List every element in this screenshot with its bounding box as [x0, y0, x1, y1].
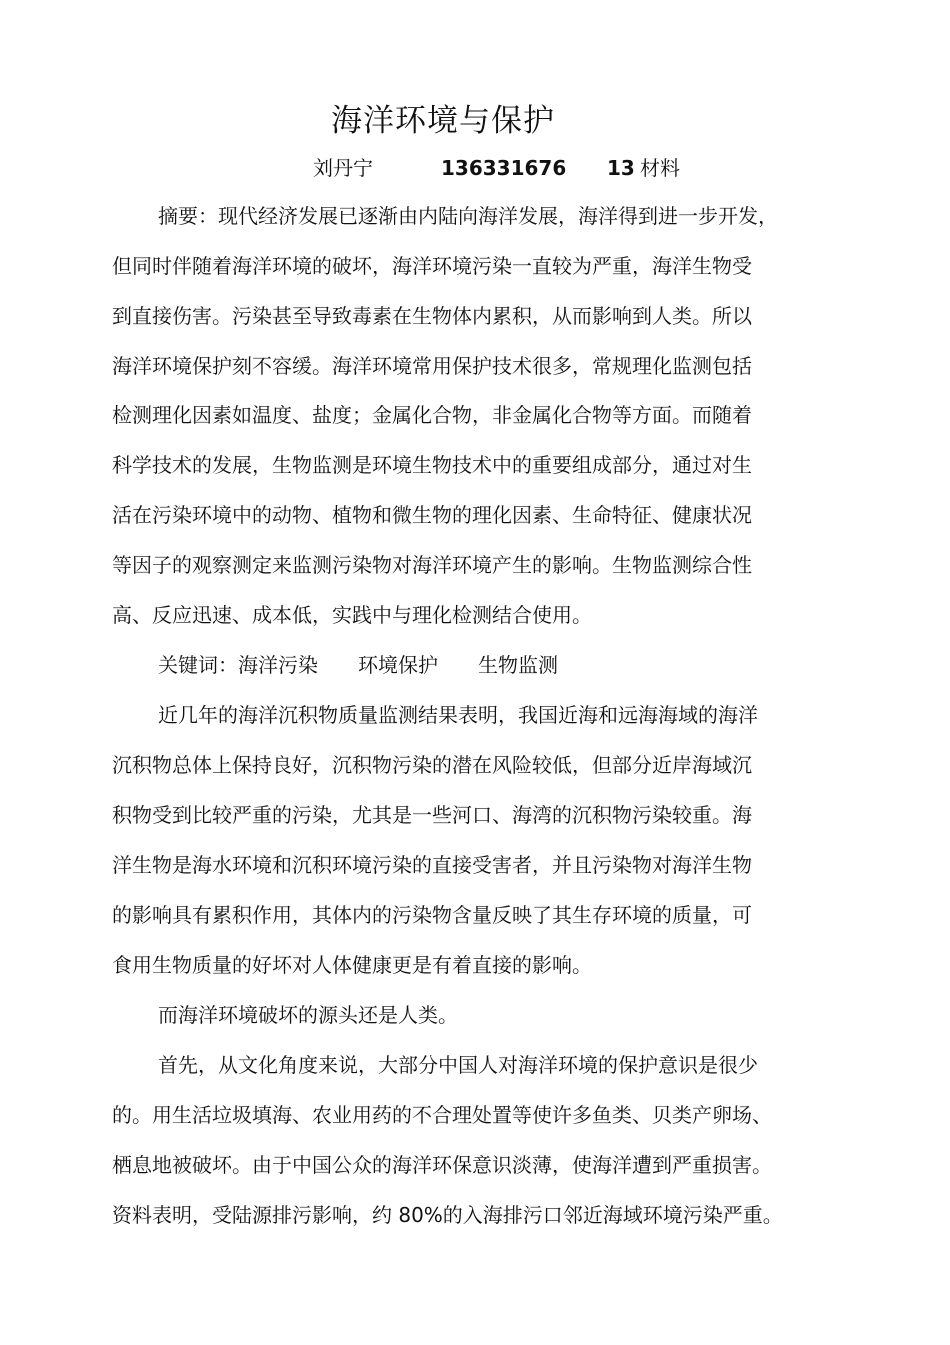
student-id: 136331676: [441, 156, 567, 180]
body-line: 洋生物是海水环境和沉积环境污染的直接受害者，并且污染物对海洋生物: [112, 853, 752, 877]
abstract-line: 但同时伴随着海洋环境的破坏，海洋环境污染一直较为严重，海洋生物受: [112, 254, 752, 278]
author-name: 刘丹宁: [313, 156, 373, 180]
class-number: 13: [607, 156, 635, 180]
abstract-line: 高、反应迅速、成本低，实践中与理化检测结合使用。: [112, 603, 592, 627]
document-title: 海洋环境与保护: [331, 103, 555, 139]
abstract-line: 科学技术的发展，生物监测是环境生物技术中的重要组成部分，通过对生: [112, 453, 752, 477]
body-line: 近几年的海洋沉积物质量监测结果表明，我国近海和远海海域的海洋: [158, 703, 758, 727]
abstract-line: 海洋环境保护刻不容缓。海洋环境常用保护技术很多，常规理化监测包括: [112, 354, 752, 378]
abstract-line: 检测理化因素如温度、盐度；金属化合物，非金属化合物等方面。而随着: [112, 403, 752, 427]
body-line: 资料表明，受陆源排污影响，约 80%的入海排污口邻近海域环境污染严重。: [112, 1203, 783, 1227]
body-line: 积物受到比较严重的污染，尤其是一些河口、海湾的沉积物污染较重。海: [112, 803, 752, 827]
abstract-line: 等因子的观察测定来监测污染物对海洋环境产生的影响。生物监测综合性: [112, 553, 752, 577]
author-line: [0, 152, 950, 184]
keywords-line: 关键词：海洋污染 环境保护 生物监测: [158, 653, 558, 677]
body-line: 而海洋环境破坏的源头还是人类。: [158, 1003, 458, 1027]
body-line: 首先，从文化角度来说，大部分中国人对海洋环境的保护意识是很少: [158, 1053, 758, 1077]
class-name: 材料: [640, 156, 680, 180]
abstract-line: 摘要：现代经济发展已逐渐由内陆向海洋发展，海洋得到进一步开发，: [158, 204, 778, 228]
body-line: 沉积物总体上保持良好，沉积物污染的潜在风险较低，但部分近岸海域沉: [112, 753, 752, 777]
body-line: 的影响具有累积作用，其体内的污染物含量反映了其生存环境的质量，可: [112, 903, 752, 927]
body-line: 的。用生活垃圾填海、农业用药的不合理处置等使许多鱼类、贝类产卵场、: [112, 1103, 772, 1127]
body-line: 食用生物质量的好坏对人体健康更是有着直接的影响。: [112, 953, 592, 977]
body-line: 栖息地被破坏。由于中国公众的海洋环保意识淡薄，使海洋遭到严重损害。: [112, 1153, 772, 1177]
abstract-line: 活在污染环境中的动物、植物和微生物的理化因素、生命特征、健康状况: [112, 503, 752, 527]
abstract-line: 到直接伤害。污染甚至导致毒素在生物体内累积，从而影响到人类。所以: [112, 304, 752, 328]
